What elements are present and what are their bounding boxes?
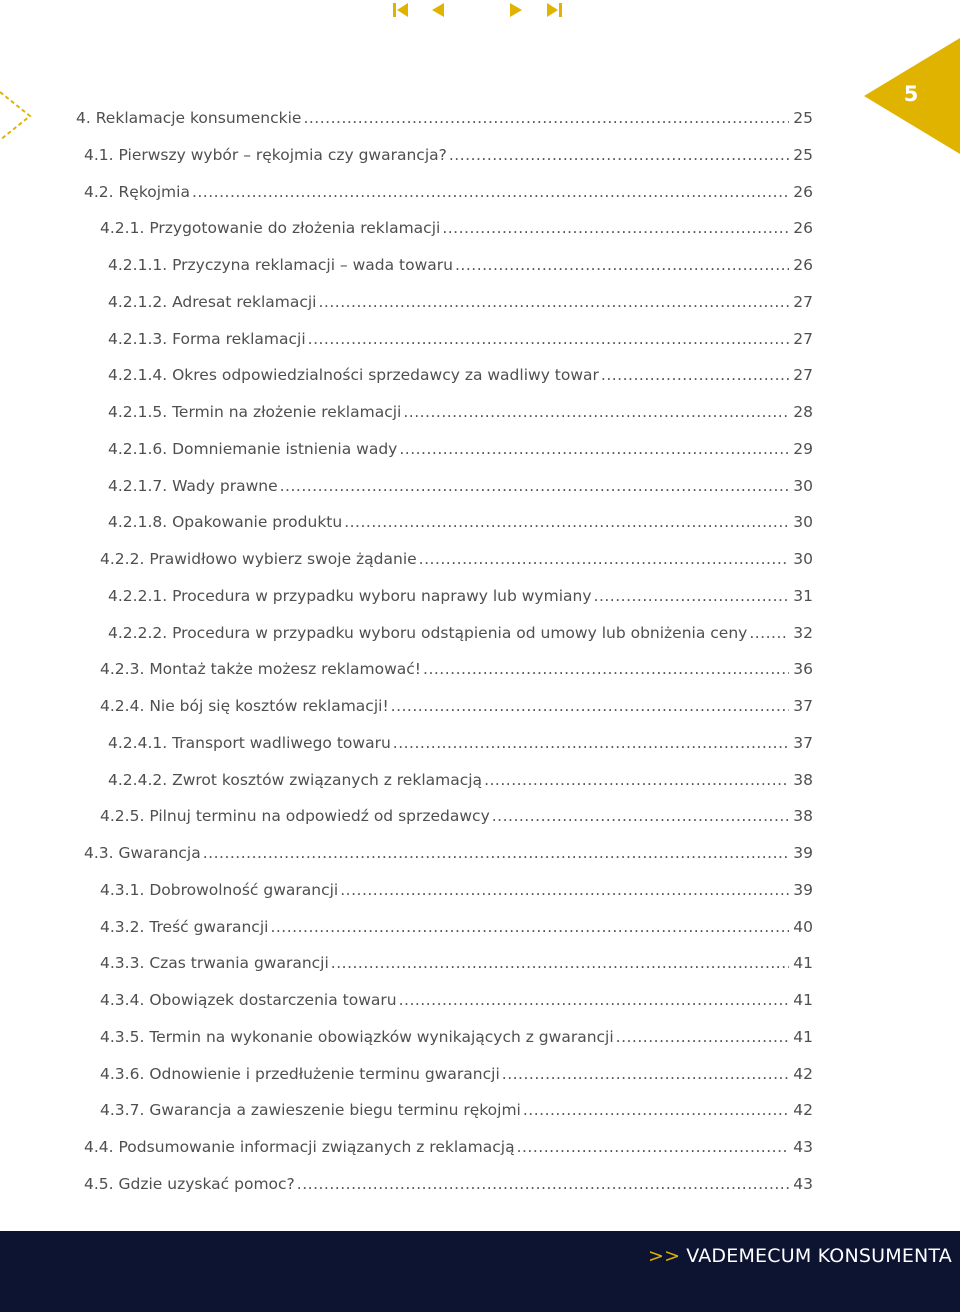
toc-entry[interactable]	[108, 731, 813, 755]
toc-entry-number: 4.3.4.	[100, 991, 145, 1009]
toc-entry-page: 43	[793, 1174, 813, 1193]
toc-entry-text: Pierwszy wybór – rękojmia czy gwarancja?	[118, 145, 447, 164]
toc-entry-text: Odnowienie i przedłużenie terminu gwarancji	[149, 1064, 500, 1083]
toc-entry-page: 25	[793, 145, 813, 164]
toc-entry[interactable]	[76, 106, 813, 130]
toc-entry-number: 4.2.1.2.	[108, 292, 168, 311]
toc-entry-number: 4.2.1.7.	[108, 476, 168, 495]
toc-entry-text: Przygotowanie do złożenia reklamacji	[149, 219, 441, 238]
toc-leader-dots	[297, 1172, 789, 1196]
toc-entry-page: 30	[793, 513, 813, 532]
toc-entry[interactable]	[108, 621, 813, 645]
toc-entry-title	[100, 1062, 500, 1086]
toc-entry-number: 4.3.2.	[100, 917, 145, 936]
toc-entry-text: Nie bój się kosztów reklamacji!	[149, 697, 389, 715]
toc-entry[interactable]	[108, 584, 813, 608]
toc-entry[interactable]	[84, 1172, 813, 1196]
toc-leader-dots	[423, 657, 789, 681]
toc-leader-dots	[523, 1098, 789, 1122]
toc-entry-page: 37	[793, 733, 813, 752]
toc-entry-title	[108, 363, 599, 387]
toc-entry-page: 25	[793, 109, 813, 127]
footer-bar	[0, 1231, 960, 1312]
toc-entry[interactable]	[100, 951, 813, 975]
toc-entry-title	[84, 841, 201, 865]
toc-leader-dots	[203, 841, 790, 865]
toc-leader-dots	[308, 327, 790, 351]
toc-entry-title	[108, 731, 391, 755]
toc-entry[interactable]	[100, 216, 813, 240]
toc-entry[interactable]	[100, 657, 813, 681]
toc-leader-dots	[419, 547, 790, 571]
toc-entry[interactable]	[108, 363, 813, 387]
toc-entry-text: Opakowanie produktu	[172, 513, 343, 532]
toc-leader-dots	[601, 363, 789, 387]
toc-entry-page: 36	[793, 660, 813, 679]
toc-entry-page: 41	[793, 991, 813, 1009]
toc-leader-dots	[442, 216, 789, 240]
toc-leader-dots	[340, 878, 789, 902]
toc-entry-text: Reklamacje konsumenckie	[95, 109, 302, 127]
toc-entry-number: 4.3.7.	[100, 1101, 145, 1120]
toc-leader-dots	[403, 400, 789, 424]
toc-entry[interactable]	[108, 290, 813, 314]
footer-arrow: >>	[648, 1245, 681, 1267]
toc-leader-dots	[399, 988, 790, 1012]
footer-title	[648, 1245, 952, 1267]
page-number: 5	[903, 82, 919, 106]
toc-leader-dots	[594, 584, 790, 608]
toc-entry-number: 4.2.5.	[100, 807, 145, 826]
toc-entry-number: 4.2.4.1.	[108, 733, 168, 752]
toc-entry-title	[84, 1172, 295, 1196]
toc-entry-page: 38	[793, 807, 813, 826]
toc-leader-dots	[393, 731, 789, 755]
toc-entry-number: 4.2.1.5.	[108, 403, 168, 421]
toc-entry-number: 4.3.6.	[100, 1064, 145, 1083]
toc-entry-number: 4.	[76, 109, 91, 127]
first-page-icon[interactable]	[392, 2, 412, 18]
toc-entry-number: 4.1.	[84, 145, 114, 164]
toc-entry[interactable]	[100, 915, 813, 939]
toc-entry-title	[100, 951, 329, 975]
toc-entry-number: 4.3.3.	[100, 954, 145, 973]
toc-entry-text: Termin na wykonanie obowiązków wynikających z gwarancji	[149, 1027, 614, 1046]
toc-entry[interactable]	[108, 768, 813, 792]
toc-entry[interactable]	[100, 804, 813, 828]
toc-entry-number: 4.2.1.	[100, 219, 145, 238]
toc-entry-number: 4.2.1.3.	[108, 329, 168, 348]
toc-entry-title	[76, 106, 301, 130]
toc-entry-page: 28	[793, 403, 813, 421]
toc-entry-text: Dobrowolność gwarancji	[149, 880, 339, 899]
dashed-chevron-decoration	[0, 88, 40, 148]
page-navigation	[0, 0, 960, 22]
toc-entry-page: 27	[793, 366, 813, 385]
toc-entry-text: Wady prawne	[172, 476, 278, 495]
toc-entry-page: 32	[793, 623, 813, 642]
toc-entry-page: 42	[793, 1101, 813, 1120]
toc-entry-text: Procedura w przypadku wyboru odstąpienia od umowy lub obniżenia ceny	[172, 623, 748, 642]
toc-entry-title	[108, 510, 342, 534]
toc-entry-page: 41	[793, 954, 813, 973]
toc-entry-page: 42	[793, 1064, 813, 1083]
toc-leader-dots	[331, 951, 789, 975]
toc-entry-page: 40	[793, 917, 813, 936]
toc-leader-dots	[303, 106, 789, 130]
toc-entry-title	[108, 621, 747, 645]
toc-entry-text: Termin na złożenie reklamacji	[172, 403, 402, 421]
toc-entry-number: 4.2.2.	[100, 550, 145, 568]
toc-entry-text: Forma reklamacji	[172, 329, 306, 348]
toc-entry-text: Gwarancja	[118, 844, 201, 862]
toc-entry[interactable]	[108, 400, 813, 424]
toc-entry[interactable]	[84, 143, 813, 167]
toc-entry-title	[100, 1098, 521, 1122]
toc-entry[interactable]	[108, 474, 813, 498]
toc-entry-number: 4.2.1.8.	[108, 513, 168, 532]
toc-entry-page: 26	[793, 182, 813, 201]
toc-leader-dots	[449, 143, 789, 167]
toc-leader-dots	[391, 694, 790, 718]
toc-entry-number: 4.2.	[84, 182, 114, 201]
toc-entry[interactable]	[108, 253, 813, 277]
toc-entry[interactable]	[84, 841, 813, 865]
toc-entry-page: 38	[793, 770, 813, 789]
toc-entry-title	[108, 584, 592, 608]
footer-title-text: VADEMECUM KONSUMENTA	[686, 1245, 952, 1267]
toc-entry[interactable]	[100, 988, 813, 1012]
toc-entry-title	[100, 988, 397, 1012]
toc-entry[interactable]	[108, 437, 813, 461]
toc-entry-text: Pilnuj terminu na odpowiedź od sprzedawcy	[149, 807, 490, 826]
toc-leader-dots	[517, 1135, 790, 1159]
toc-leader-dots	[749, 621, 789, 645]
toc-entry[interactable]	[108, 327, 813, 351]
toc-leader-dots	[280, 474, 790, 498]
toc-entry-page: 39	[793, 880, 813, 899]
toc-leader-dots	[484, 768, 789, 792]
toc-entry-text: Procedura w przypadku wyboru naprawy lub wymiany	[172, 586, 592, 605]
toc-entry-page: 31	[793, 586, 813, 605]
toc-entry-title	[100, 547, 417, 571]
toc-entry-title	[100, 804, 490, 828]
toc-leader-dots	[502, 1062, 790, 1086]
toc-entry-text: Treść gwarancji	[149, 917, 269, 936]
toc-entry-text: Prawidłowo wybierz swoje żądanie	[149, 550, 417, 568]
toc-leader-dots	[616, 1025, 790, 1049]
toc-entry-title	[100, 915, 268, 939]
last-page-icon[interactable]	[545, 2, 565, 18]
toc-entry[interactable]	[84, 180, 813, 204]
toc-leader-dots	[319, 290, 790, 314]
toc-entry-page: 27	[793, 329, 813, 348]
toc-entry-title	[100, 1025, 614, 1049]
toc-entry-text: Przyczyna reklamacji – wada towaru	[172, 256, 453, 274]
toc-entry-title	[108, 474, 278, 498]
toc-leader-dots	[270, 915, 789, 939]
toc-entry-number: 4.2.1.6.	[108, 439, 168, 458]
toc-entry-text: Podsumowanie informacji związanych z reklamacją	[118, 1138, 515, 1156]
toc-entry[interactable]	[84, 1135, 813, 1159]
toc-leader-dots	[455, 253, 789, 277]
toc-entry-text: Adresat reklamacji	[172, 292, 317, 311]
toc-entry-text: Montaż także możesz reklamować!	[149, 660, 422, 679]
toc-entry[interactable]	[108, 510, 813, 534]
toc-entry-title	[100, 657, 421, 681]
toc-leader-dots	[344, 510, 789, 534]
toc-entry-number: 4.3.	[84, 844, 114, 862]
toc-entry-page: 27	[793, 292, 813, 311]
toc-entry-page: 43	[793, 1138, 813, 1156]
toc-entry-title	[108, 327, 306, 351]
toc-entry-number: 4.2.1.1.	[108, 256, 168, 274]
toc-entry[interactable]	[100, 547, 813, 571]
toc-entry-title	[100, 878, 338, 902]
toc-entry-number: 4.2.4.	[100, 697, 145, 715]
toc-entry-text: Czas trwania gwarancji	[149, 954, 329, 973]
toc-entry-page: 29	[793, 439, 813, 458]
toc-leader-dots	[399, 437, 789, 461]
toc-entry-page: 41	[793, 1027, 813, 1046]
toc-entry-title	[108, 400, 401, 424]
toc-entry-text: Rękojmia	[118, 182, 190, 201]
toc-entry-text: Transport wadliwego towaru	[172, 733, 391, 752]
toc-entry-number: 4.3.5.	[100, 1027, 145, 1046]
toc-leader-dots	[192, 180, 789, 204]
toc-entry-number: 4.2.2.1.	[108, 586, 168, 605]
toc-entry-page: 39	[793, 844, 813, 862]
toc-entry[interactable]	[100, 878, 813, 902]
next-page-icon[interactable]	[508, 2, 528, 18]
toc-entry-text: Domniemanie istnienia wady	[172, 439, 398, 458]
toc-entry[interactable]	[100, 694, 813, 718]
toc-entry-title	[84, 180, 190, 204]
toc-entry-title	[84, 143, 447, 167]
toc-entry[interactable]	[100, 1025, 813, 1049]
toc-entry-title	[100, 694, 389, 718]
toc-entry[interactable]	[100, 1062, 813, 1086]
toc-entry-page: 30	[793, 550, 813, 568]
toc-entry-number: 4.2.2.2.	[108, 623, 168, 642]
previous-page-icon[interactable]	[430, 2, 450, 18]
toc-entry-text: Zwrot kosztów związanych z reklamacją	[172, 770, 483, 789]
toc-entry-title	[108, 437, 397, 461]
toc-entry-page: 26	[793, 256, 813, 274]
toc-entry[interactable]	[100, 1098, 813, 1122]
toc-entry-text: Gwarancja a zawieszenie biegu terminu rękojmi	[149, 1101, 521, 1120]
toc-entry-number: 4.2.1.4.	[108, 366, 168, 385]
toc-entry-text: Okres odpowiedzialności sprzedawcy za wadliwy towar	[172, 366, 599, 385]
toc-entry-page: 30	[793, 476, 813, 495]
toc-entry-page: 37	[793, 697, 813, 715]
toc-entry-title	[100, 216, 440, 240]
toc-entry-text: Gdzie uzyskać pomoc?	[118, 1174, 295, 1193]
toc-entry-number: 4.2.3.	[100, 660, 145, 679]
toc-entry-number: 4.5.	[84, 1174, 114, 1193]
toc-entry-title	[108, 768, 482, 792]
toc-entry-number: 4.2.4.2.	[108, 770, 168, 789]
toc-entry-number: 4.3.1.	[100, 880, 145, 899]
toc-leader-dots	[492, 804, 790, 828]
toc-entry-text: Obowiązek dostarczenia towaru	[149, 991, 397, 1009]
toc-entry-title	[108, 253, 453, 277]
toc-entry-page: 26	[793, 219, 813, 238]
toc-entry-title	[84, 1135, 515, 1159]
toc-entry-title	[108, 290, 317, 314]
toc-entry-number: 4.4.	[84, 1138, 114, 1156]
